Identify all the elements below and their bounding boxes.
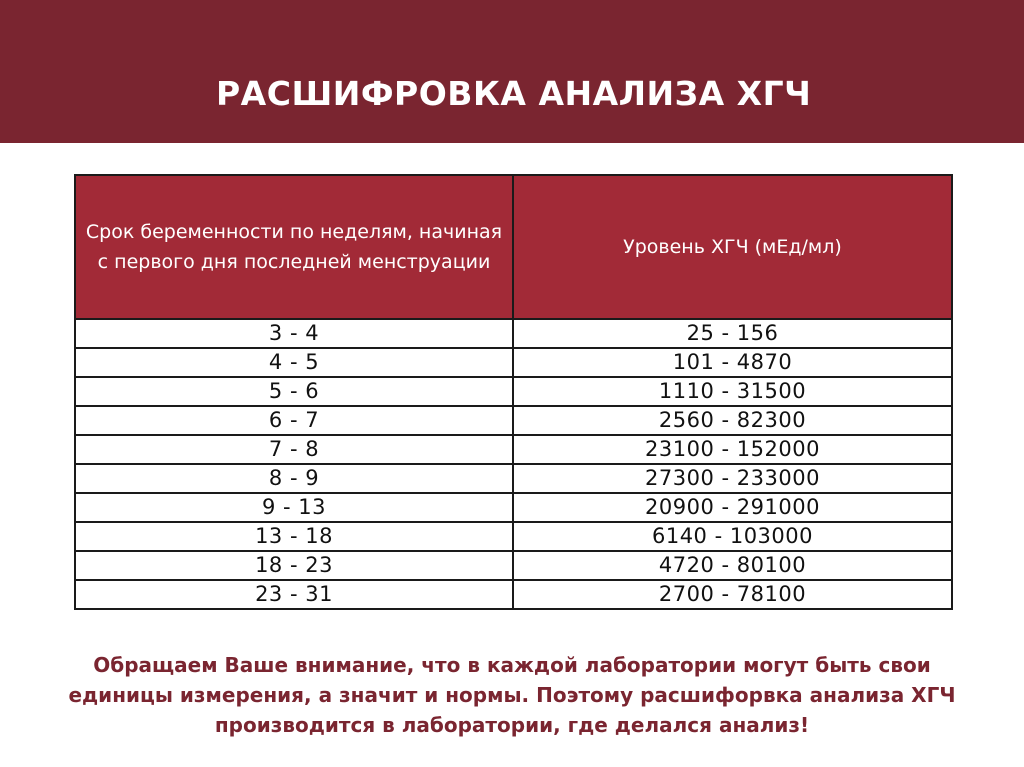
table-header-row: [75, 175, 952, 319]
table-row: [75, 319, 952, 348]
table-row: [75, 493, 952, 522]
page-title: РАСШИФРОВКА АНАЛИЗА ХГЧ: [216, 74, 812, 113]
table-row: [75, 522, 952, 551]
cell-weeks: 9 - 13: [75, 493, 513, 522]
cell-weeks: 7 - 8: [75, 435, 513, 464]
cell-hcg: 23100 - 152000: [513, 435, 952, 464]
column-header-gestation: Срок беременности по неделям, начиная с первого дня последней менструации: [75, 175, 513, 319]
table-row: [75, 377, 952, 406]
table-row: [75, 464, 952, 493]
cell-weeks: 13 - 18: [75, 522, 513, 551]
cell-weeks: 23 - 31: [75, 580, 513, 609]
column-header-hcg-level: Уровень ХГЧ (мЕд/мл): [513, 175, 952, 319]
cell-weeks: 5 - 6: [75, 377, 513, 406]
cell-hcg: 1110 - 31500: [513, 377, 952, 406]
table-row: [75, 580, 952, 609]
cell-weeks: 4 - 5: [75, 348, 513, 377]
table-row: [75, 406, 952, 435]
table-row: [75, 348, 952, 377]
hcg-table: [74, 174, 953, 610]
table-row: [75, 435, 952, 464]
cell-weeks: 8 - 9: [75, 464, 513, 493]
cell-hcg: 27300 - 233000: [513, 464, 952, 493]
cell-hcg: 101 - 4870: [513, 348, 952, 377]
lab-units-note: Обращаем Ваше внимание, что в каждой лаборатории могут быть свои единицы измерения, а значит и нормы. Поэтому расшифорвка анализа ХГЧ производится в лаборатории, где делался анализ!: [68, 653, 956, 737]
cell-hcg: 25 - 156: [513, 319, 952, 348]
cell-hcg: 2560 - 82300: [513, 406, 952, 435]
cell-weeks: 6 - 7: [75, 406, 513, 435]
cell-weeks: 3 - 4: [75, 319, 513, 348]
cell-weeks: 18 - 23: [75, 551, 513, 580]
cell-hcg: 4720 - 80100: [513, 551, 952, 580]
cell-hcg: 6140 - 103000: [513, 522, 952, 551]
cell-hcg: 2700 - 78100: [513, 580, 952, 609]
table-row: [75, 551, 952, 580]
cell-hcg: 20900 - 291000: [513, 493, 952, 522]
title-band: [0, 0, 1024, 143]
